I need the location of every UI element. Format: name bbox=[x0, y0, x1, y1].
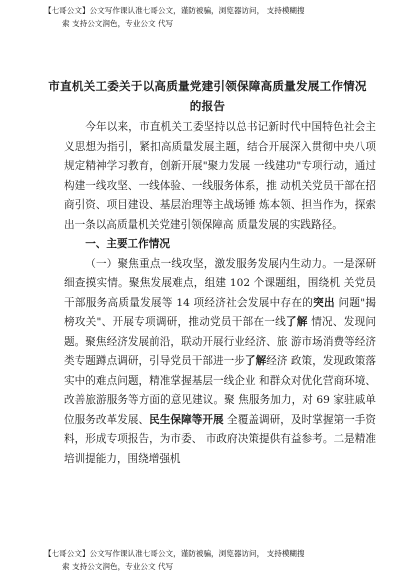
title-line-2: 的报告 bbox=[189, 99, 226, 113]
footer-line-1: 【七哥公文】公文写作课认准七哥公文，谨防被骗，浏览器访问， 支持模糊搜 bbox=[44, 549, 305, 558]
para-bold-1: 突出 bbox=[313, 296, 335, 309]
page-footer-watermark bbox=[44, 547, 394, 573]
para-text-c: 情况、发现问题。聚焦经济发展前沿，联动开展行业经济、旅 游市场消费等经济类专题蹲点调研，引导党员干部进一步 bbox=[64, 316, 376, 367]
para-text-a: （一）聚焦重点一线攻坚，激发服务发展内生动力。一是深研细查摸实情。聚焦发展难点，组建 102 个课题组，围绕机 关党员干部服务高质量发展等 14 项经济社会发展中存在的 bbox=[64, 257, 376, 309]
intro-paragraph: 今年以来，市直机关工委坚持以总书记新时代中国特色社会主义思想为指引，紧扣高质量发展主题，结合开展深入贯彻中央八项规定精神学习教育，创新开展"聚力发展 一线建功"专项行动，通过构建一线攻坚、一线体验、一线服务体系，推 动机关党员干部在招商引资、项目建设、基层治理等主战场锤 炼本领、担当作为，探索出一条以高质量机关党建引领保障高 质量发展的实践路径。 bbox=[64, 121, 376, 231]
footer-line-2: 索 支持公文润色，专业公文 代写 bbox=[62, 562, 174, 571]
section-heading: 一、主要工作情况 bbox=[85, 238, 170, 250]
para-bold-2: 了解 bbox=[285, 316, 308, 328]
para-bold-4: 民生保障等开展 bbox=[149, 413, 224, 426]
header-line-2: 索 支持公文润色，专业公文 代写 bbox=[62, 19, 174, 28]
page-header-watermark bbox=[44, 4, 394, 30]
para-text-e: 全覆盖调研，及时掌握第一手资料，形成专项报告，为市委、 市政府决策提供有益参考。二是精准培训提能力，围绕增强机 bbox=[64, 413, 376, 465]
header-line-1: 【七哥公文】公文写作课认准七哥公文，谨防被骗，浏览器访问， 支持模糊搜 bbox=[44, 6, 305, 15]
para-text-b: 问题"揭榜攻关"、开展专项调研，推动党员干部在一线 bbox=[64, 296, 376, 328]
document-body bbox=[64, 118, 376, 469]
para-text-d: 经济 政策，发现政策落实中的难点问题，精准掌握基层一线企业 和群众对优化营商环境、改善旅游服务等方面的意见建议。聚 焦服务加力，对 69 家驻戚单位服务改革发展、 bbox=[64, 355, 377, 426]
title-line-1: 市直机关工委关于以高质量党建引领保障高质量发展工作情况 bbox=[48, 79, 367, 93]
document-title bbox=[45, 76, 370, 116]
para-bold-3: 了解 bbox=[244, 355, 267, 367]
work-paragraph bbox=[64, 255, 376, 470]
